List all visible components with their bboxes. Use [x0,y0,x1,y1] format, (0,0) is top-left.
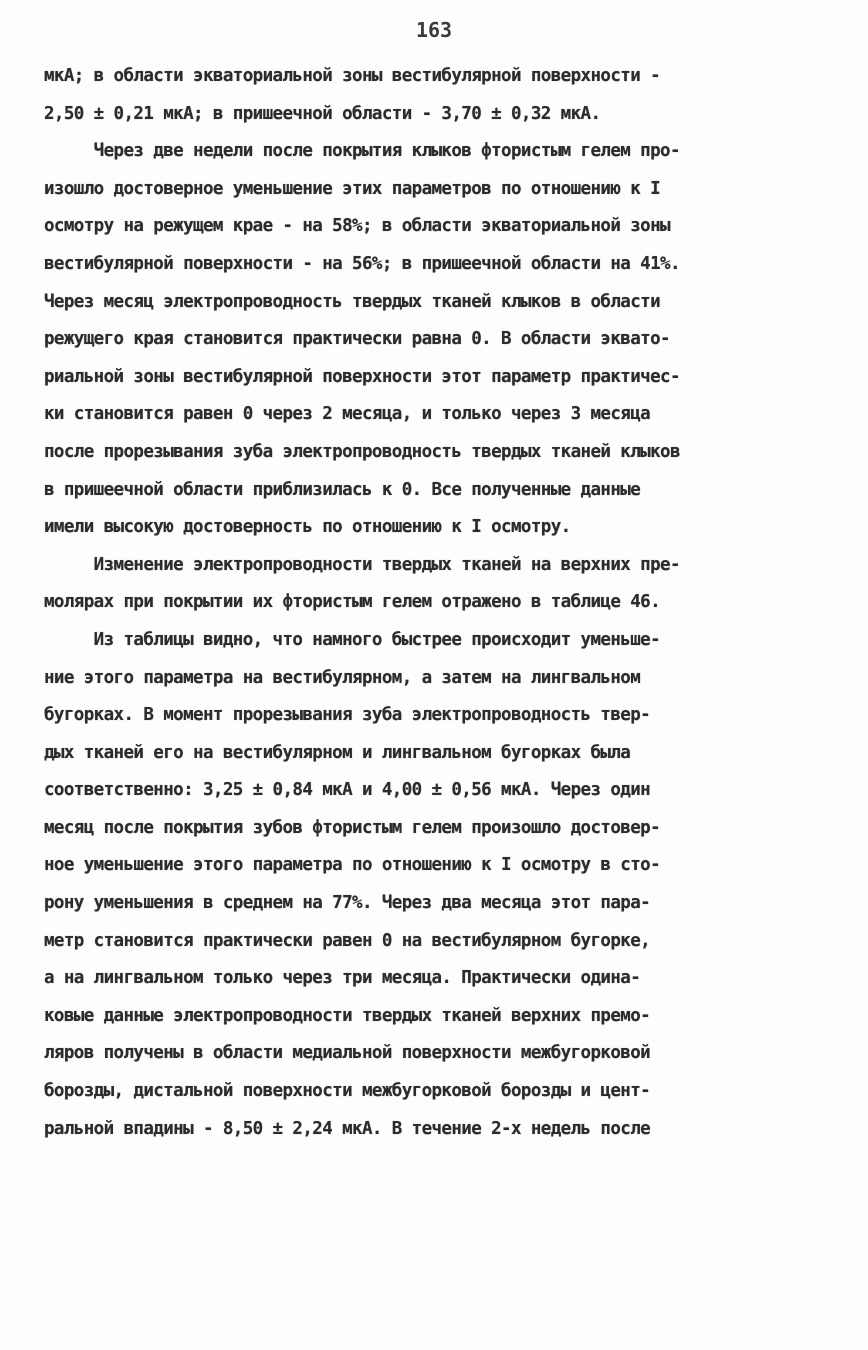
text-line: молярах при покрытии их фтористым гелем отражено в таблице 46. [44,592,661,613]
text-line: имели высокую достоверность по отношению к I осмотру. [44,517,571,538]
text-line: ральной впадины - 8,50 ± 2,24 мкА. В течение 2-х недель после [44,1118,651,1139]
text-line: риальной зоны вестибулярной поверхности этот параметр практичес- [44,366,680,387]
text-line: Через месяц электропроводность твердых тканей клыков в области [44,291,661,312]
text-line: в пришеечной области приблизилась к 0. Все полученные данные [44,479,641,500]
text-line: 2,50 ± 0,21 мкА; в пришеечной области - 3,70 ± 0,32 мкА. [44,103,601,124]
text-line: режущего края становится практически равна 0. В области эквато- [44,329,670,350]
text-line: месяц после покрытия зубов фтористым гелем произошло достовер- [44,817,661,838]
text-line: Изменение электропроводности твердых тканей на верхних пре- [44,554,680,575]
text-line: борозды, дистальной поверхности межбугорковой борозды и цент- [44,1081,651,1102]
text-line: рону уменьшения в среднем на 77%. Через два месяца этот пара- [44,893,651,914]
text-line: Из таблицы видно, что намного быстрее происходит уменьше- [44,629,661,650]
text-line: осмотру на режущем крае - на 58%; в области экваториальной зоны [44,216,670,237]
text-line: изошло достоверное уменьшение этих параметров по отношению к I [44,178,661,199]
text-line: соответственно: 3,25 ± 0,84 мкА и 4,00 ± 0,56 мкА. Через один [44,780,651,801]
text-line: дых тканей его на вестибулярном и лингвальном бугорках была [44,742,631,763]
body-text [44,58,834,1148]
text-line: мкА; в области экваториальной зоны вестибулярной поверхности - [44,66,661,86]
text-line: ние этого параметра на вестибулярном, а затем на лингвальном [44,667,641,688]
text-line: ковые данные электропроводности твердых тканей верхних премо- [44,1005,651,1026]
text-line: вестибулярной поверхности - на 56%; в пришеечной области на 41%. [44,253,680,274]
text-line: ки становится равен 0 через 2 месяца, и только через 3 месяца [44,404,651,425]
text-line: бугорках. В момент прорезывания зуба электропроводность твер- [44,705,651,726]
text-line: а на лингвальном только через три месяца. Практически одина- [44,968,641,989]
text-line: метр становится практически равен 0 на вестибулярном бугорке, [44,930,651,951]
text-line: после прорезывания зуба электропроводность твердых тканей клыков [44,441,680,462]
text-line: ляров получены в области медиальной поверхности межбугорковой [44,1043,651,1064]
page-number: 163 [415,18,453,42]
text-line: Через две недели после покрытия клыков фтористым гелем про- [44,141,680,162]
text-line: ное уменьшение этого параметра по отношению к I осмотру в сто- [44,855,661,876]
